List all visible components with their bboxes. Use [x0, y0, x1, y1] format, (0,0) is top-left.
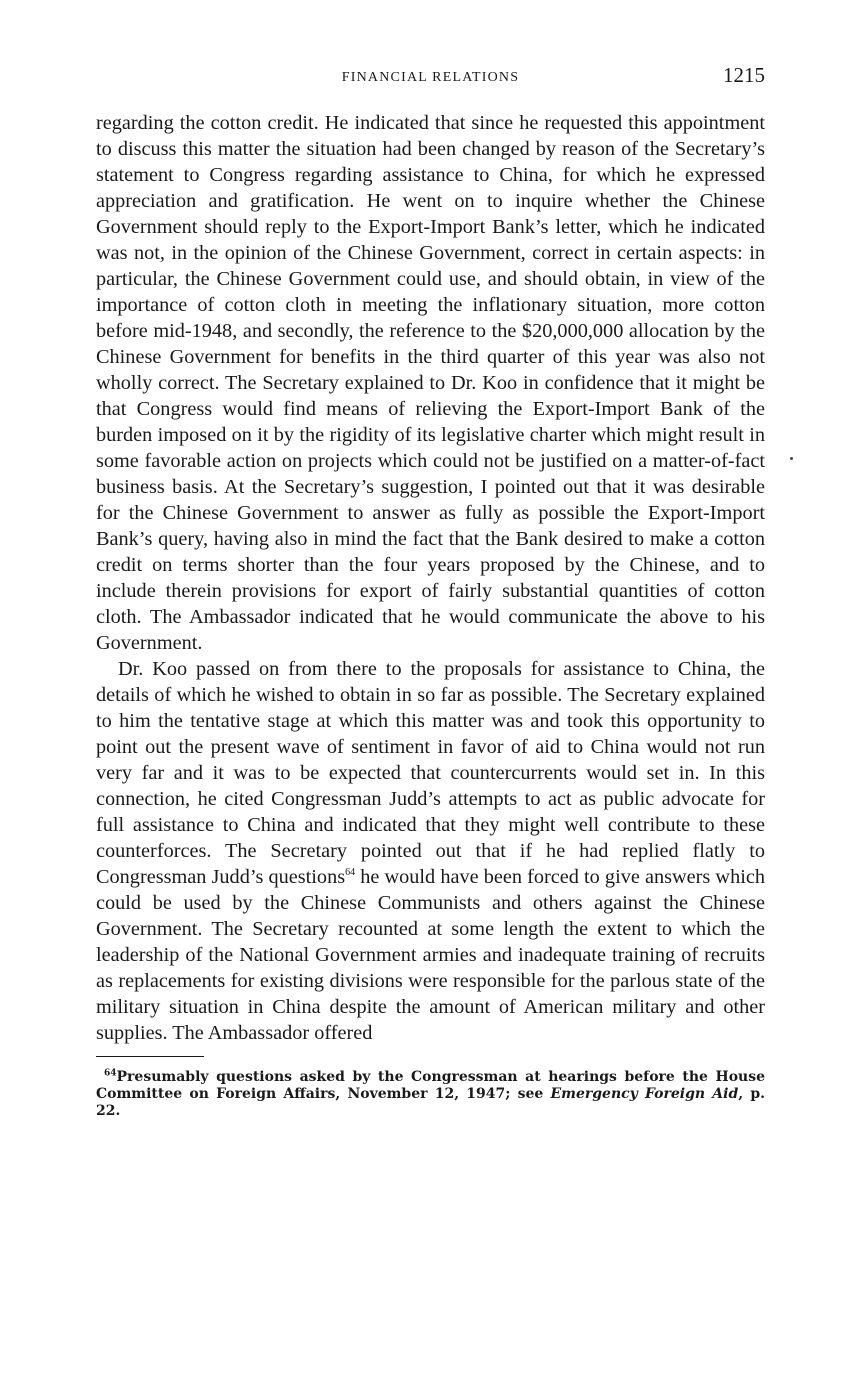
- footnote-text: Presumably questions asked by the Congressman at hearings before the House Committee on Foreign Affairs, November 12, 1947; see: [96, 1069, 765, 1102]
- paragraph-2-text-before-ref: Dr. Koo passed on from there to the proposals for assistance to China, the details of which he wished to obtain in so far as possible. The Secretary explained to him the tentative stage at which this matter was and took this opportunity to point out the present wave of sentiment in favor of aid to China would not run very far and it was to be expected that countercurrents would set in. In this connection, he cited Congressman Judd’s attempts to act as public advocate for full assistance to China and indicated that they might well contribute to these counterforces. The Secretary pointed out that if he had replied flatly to Congressman Judd’s questions: [96, 658, 765, 888]
- document-page: [96, 62, 765, 1120]
- margin-speck: [790, 457, 793, 460]
- footnote-tail: , p. 22.: [96, 1086, 766, 1119]
- paragraph-1: regarding the cotton credit. He indicated that since he requested this appointment to discuss this matter the situation had been changed by reason of the Secretary’s statement to Congress regarding assistance to China, for which he expressed appreciation and gratification. He went on to inquire whether the Chinese Government should reply to the Export-Import Bank’s letter, which he indicated was not, in the opinion of the Chinese Government, correct in certain aspects: in particular, the Chinese Government could use, and should obtain, in view of the importance of cotton cloth in meeting the inflationary situation, more cotton before mid-1948, and secondly, the reference to the $20,000,000 allocation by the Chinese Government for benefits in the third quarter of this year was also not wholly correct. The Secretary explained to Dr. Koo in confidence that it might be that Congress would find means of relieving the Export-Import Bank of the burden imposed on it by the rigidity of its legislative charter which might result in some favorable action on projects which could not be justified on a matter-of-fact business basis. At the Secretary’s suggestion, I pointed out that it was desirable for the Chinese Government to answer as fully as possible the Export-Import Bank’s query, having also in mind the fact that the Bank desired to make a cotton credit on terms shorter than the four years proposed by the Chinese, and to include therein provisions for export of fairly substantial quantities of cotton cloth. The Ambassador indicated that he would communicate the above to his Government.: [96, 112, 765, 654]
- footnote-reference: 64: [345, 867, 356, 879]
- body-text: [96, 110, 765, 1046]
- footnote-italic-title: Emergency Foreign Aid: [550, 1086, 739, 1102]
- footnote-mark: 64: [104, 1068, 117, 1079]
- running-title: FINANCIAL RELATIONS: [341, 70, 520, 85]
- footnote: [96, 1069, 765, 1120]
- page-number: 1215: [723, 63, 765, 87]
- paragraph-2: [96, 656, 765, 1046]
- footnote-divider: [96, 1056, 204, 1057]
- paragraph-2-text-after-ref: he would have been forced to give answers which could be used by the Chinese Communists and others against the Chinese Government. The Secretary recounted at some length the extent to which the leadership of the National Government armies and inadequate training of recruits as replacements for existing divisions were responsible for the parlous state of the military situation in China despite the amount of American military and other supplies. The Ambassador offered: [96, 866, 765, 1044]
- running-head: [96, 62, 765, 92]
